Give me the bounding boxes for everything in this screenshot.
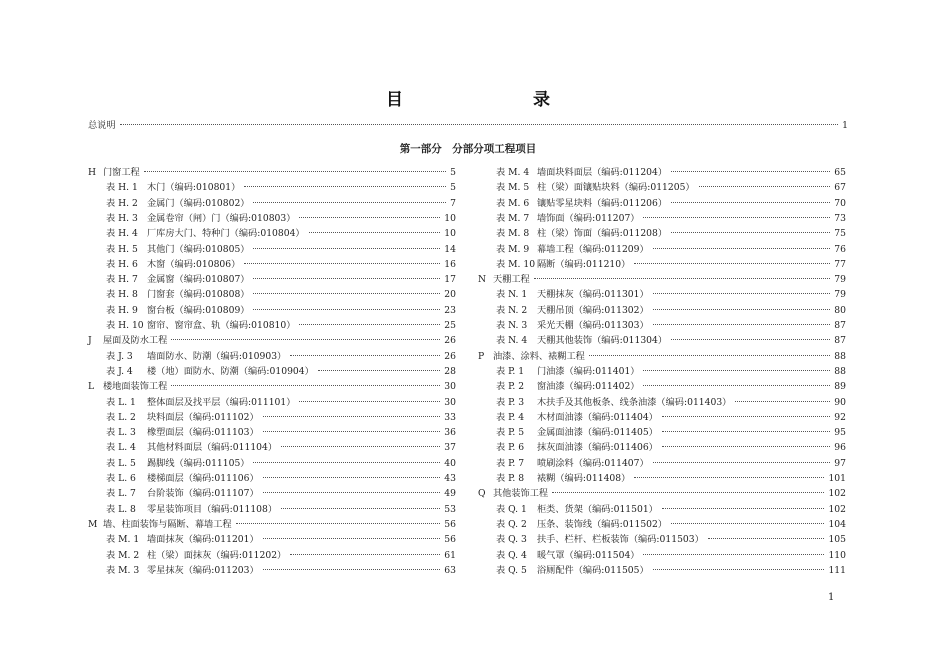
toc-entry-row[interactable]	[496, 196, 846, 211]
toc-code: 表 L. 7	[106, 488, 136, 500]
toc-page-number: 30	[444, 396, 456, 408]
toc-code: 表 M. 4	[496, 167, 530, 178]
toc-entry-row[interactable]	[496, 532, 846, 547]
toc-code: 表 M. 9	[496, 243, 530, 255]
dot-leader	[290, 553, 440, 555]
toc-entry-row[interactable]	[106, 548, 456, 563]
toc-entry-row[interactable]	[106, 303, 456, 318]
toc-code: 表 L. 1	[106, 396, 136, 408]
toc-section-row[interactable]	[88, 165, 456, 180]
dot-leader	[309, 231, 441, 233]
toc-code: 表 N. 1	[496, 289, 528, 301]
toc-label: 木扶手及其他板条、线条油漆（编码:011403）	[537, 396, 732, 408]
toc-label: 金属窗（编码:010807）	[147, 274, 250, 286]
dot-leader	[735, 400, 830, 402]
toc-page-number: 26	[444, 335, 456, 347]
toc-label: 金属卷帘（闸）门（编码:010803）	[147, 212, 296, 224]
dot-leader	[671, 231, 830, 233]
toc-label: 天棚抹灰（编码:011301）	[537, 289, 649, 301]
dot-leader	[643, 369, 830, 371]
dot-leader	[253, 201, 446, 203]
toc-page-number: 111	[828, 564, 846, 576]
toc-label: 柱（梁）面镶贴块料（编码:011205）	[537, 182, 695, 194]
toc-code: 表 H. 3	[106, 212, 138, 224]
toc-code: 表 H. 5	[106, 243, 138, 255]
toc-label: 其他门（编码:010805）	[147, 243, 250, 255]
toc-page-number: 92	[834, 411, 846, 423]
toc-code: 表 H. 7	[106, 274, 138, 286]
toc-entry-row[interactable]	[106, 349, 456, 364]
toc-label: 天棚工程	[493, 274, 530, 286]
toc-entry-row[interactable]	[496, 425, 846, 440]
toc-page-number: 105	[828, 534, 846, 546]
toc-code: 表 M. 1	[106, 534, 140, 546]
toc-page-number: 7	[450, 197, 456, 209]
dot-leader	[643, 384, 830, 386]
toc-entry-row[interactable]	[496, 563, 846, 578]
toc-code: 表 L. 5	[106, 457, 136, 469]
toc-page-number: 102	[828, 503, 846, 515]
dot-leader	[299, 216, 440, 218]
toc-code: 表 M. 6	[496, 197, 530, 209]
toc-entry-row[interactable]	[496, 456, 846, 471]
dot-leader	[253, 247, 440, 249]
toc-page-number: 23	[444, 304, 456, 316]
toc-page-number: 25	[444, 320, 456, 331]
toc-label: 暖气罩（编码:011504）	[537, 549, 640, 561]
toc-code: 表 L. 8	[106, 503, 136, 515]
dot-leader	[671, 170, 830, 172]
toc-label: 天棚其他装饰（编码:011304）	[537, 335, 668, 347]
toc-page-number: 101	[828, 473, 846, 484]
toc-page-number: 37	[444, 442, 456, 454]
toc-label: 金属面油漆（编码:011405）	[537, 427, 658, 439]
toc-code: 表 L. 4	[106, 442, 136, 454]
toc-code: 表 P. 2	[496, 381, 525, 393]
toc-entry-row[interactable]	[106, 226, 456, 241]
toc-label: 隔断（编码:011210）	[537, 258, 631, 270]
dot-leader	[253, 277, 440, 279]
toc-label: 压条、装饰线（编码:011502）	[537, 518, 668, 530]
toc-entry-row[interactable]	[496, 471, 846, 486]
toc-label: 柜类、货架（编码:011501）	[537, 503, 658, 515]
dot-leader	[634, 476, 824, 478]
toc-code: 表 M. 5	[496, 182, 530, 194]
toc-entry-row[interactable]	[106, 471, 456, 486]
toc-page-number: 79	[834, 274, 846, 286]
toc-entry-row[interactable]	[106, 180, 456, 195]
general-notes-label: 总说明	[88, 120, 116, 131]
toc-label: 墙面抹灰（编码:011201）	[147, 534, 259, 546]
toc-label: 窗台板（编码:010809）	[147, 304, 250, 316]
toc-entry-row[interactable]	[106, 425, 456, 440]
toc-page-number: 80	[834, 304, 846, 316]
toc-code: J	[88, 335, 92, 347]
toc-entry-row[interactable]	[106, 257, 456, 272]
toc-code: P	[478, 350, 485, 362]
dot-leader	[299, 400, 440, 402]
toc-code: 表 M. 7	[496, 212, 530, 224]
toc-page-number: 56	[444, 518, 456, 530]
toc-page-number: 77	[834, 258, 846, 270]
dot-leader	[662, 430, 830, 432]
toc-entry-row[interactable]	[496, 379, 846, 394]
toc-page-number: 36	[444, 427, 456, 439]
toc-code: 表 P. 4	[496, 411, 525, 423]
toc-page-number: 5	[450, 167, 456, 178]
dot-leader	[263, 430, 441, 432]
toc-page-number: 65	[834, 167, 846, 178]
toc-label: 楼梯面层（编码:011106）	[147, 473, 259, 484]
dot-leader	[643, 216, 830, 218]
toc-code: 表 Q. 1	[496, 503, 527, 515]
toc-entry-row[interactable]	[106, 395, 456, 410]
toc-entry-row[interactable]	[106, 364, 456, 379]
dot-leader	[708, 537, 825, 539]
toc-code: 表 N. 4	[496, 335, 528, 347]
toc-page-number: 33	[444, 411, 456, 423]
toc-label: 木材面油漆（编码:011404）	[537, 411, 658, 423]
toc-page-number: 110	[828, 549, 846, 561]
toc-code: 表 N. 2	[496, 304, 528, 316]
toc-page-number: 30	[444, 381, 456, 393]
toc-page-number: 96	[834, 442, 846, 454]
dot-leader	[552, 491, 824, 493]
dot-leader	[662, 415, 830, 417]
part-heading: 第一部分 分部分项工程项目	[399, 143, 537, 155]
general-notes-page: 1	[842, 120, 848, 131]
toc-label: 墙面块料面层（编码:011204）	[537, 167, 668, 178]
toc-code: 表 P. 8	[496, 473, 525, 484]
toc-page-number: 90	[834, 396, 846, 408]
toc-label: 门窗工程	[103, 167, 140, 178]
page-title: 目 录	[386, 90, 612, 110]
toc-page-number: 10	[444, 212, 456, 224]
toc-label: 镶贴零星块料（编码:011206）	[537, 197, 668, 209]
toc-label: 柱（梁）饰面（编码:011208）	[537, 228, 668, 240]
toc-code: 表 N. 3	[496, 320, 528, 331]
toc-code: H	[88, 167, 97, 178]
toc-entry-row[interactable]	[106, 532, 456, 547]
toc-entry-row[interactable]	[496, 303, 846, 318]
toc-label: 墙、柱面装饰与隔断、幕墙工程	[103, 518, 232, 530]
dot-leader	[244, 185, 446, 187]
dot-leader	[263, 415, 441, 417]
toc-code: 表 M. 2	[106, 549, 140, 561]
toc-code: 表 J. 4	[106, 365, 133, 377]
toc-entry-row[interactable]	[106, 410, 456, 425]
toc-code: Q	[478, 488, 486, 500]
dot-leader	[299, 323, 440, 325]
toc-code: 表 Q. 2	[496, 518, 527, 530]
toc-label: 零星抹灰（编码:011203）	[147, 564, 259, 576]
dot-leader	[236, 522, 441, 524]
toc-label: 门窗套（编码:010808）	[147, 289, 250, 301]
toc-code: 表 H. 6	[106, 258, 138, 270]
dot-leader	[662, 445, 830, 447]
toc-page-number: 63	[444, 564, 456, 576]
toc-code: 表 H. 9	[106, 304, 138, 316]
toc-page-number: 53	[444, 503, 456, 515]
toc-page-number: 76	[834, 243, 846, 255]
toc-code: 表 M. 10	[496, 258, 536, 270]
toc-entry-row[interactable]	[106, 196, 456, 211]
toc-page-number: 87	[834, 320, 846, 331]
toc-page-number: 88	[834, 365, 846, 377]
dot-leader	[253, 308, 440, 310]
toc-page-number: 75	[834, 228, 846, 240]
dot-leader	[662, 507, 825, 509]
toc-section-row[interactable]	[88, 333, 456, 348]
dot-leader	[653, 308, 831, 310]
toc-label: 整体面层及找平层（编码:011101）	[147, 396, 296, 408]
dot-leader	[244, 262, 440, 264]
toc-entry-row[interactable]	[496, 333, 846, 348]
toc-code: 表 H. 8	[106, 289, 138, 301]
toc-page-number: 26	[444, 350, 456, 362]
dot-leader	[671, 522, 824, 524]
toc-entry-row[interactable]	[496, 440, 846, 455]
dot-leader	[653, 292, 831, 294]
dot-leader	[281, 507, 440, 509]
toc-entry-row[interactable]	[106, 287, 456, 302]
toc-code: 表 P. 5	[496, 427, 525, 439]
toc-code: 表 M. 8	[496, 228, 530, 240]
toc-label: 柱（梁）面抹灰（编码:011202）	[147, 549, 287, 561]
toc-label: 幕墙工程（编码:011209）	[537, 243, 649, 255]
toc-page-number: 49	[444, 488, 456, 500]
general-notes-row[interactable]	[88, 118, 848, 133]
toc-entry-row[interactable]	[106, 318, 456, 333]
toc-entry-row[interactable]	[496, 517, 846, 532]
toc-label: 扶手、栏杆、栏板装饰（编码:011503）	[537, 534, 704, 546]
toc-label: 金属门（编码:010802）	[147, 197, 250, 209]
toc-code: 表 Q. 3	[496, 534, 527, 546]
dot-leader	[253, 292, 440, 294]
dot-leader	[699, 185, 831, 187]
toc-entry-row[interactable]	[106, 211, 456, 226]
toc-page-number: 104	[828, 518, 846, 530]
toc-page-number: 43	[444, 473, 456, 484]
toc-label: 木门（编码:010801）	[147, 182, 241, 194]
toc-page-number: 67	[834, 182, 846, 194]
toc-label: 橡塑面层（编码:011103）	[147, 427, 259, 439]
toc-page-number: 70	[834, 197, 846, 209]
toc-label: 油漆、涂料、裱糊工程	[493, 350, 585, 362]
toc-entry-row[interactable]	[496, 395, 846, 410]
dot-leader	[263, 537, 441, 539]
dot-leader	[671, 201, 830, 203]
dot-leader	[589, 354, 830, 356]
dot-leader	[534, 277, 831, 279]
toc-code: 表 H. 4	[106, 228, 138, 240]
toc-entry-row[interactable]	[106, 242, 456, 257]
toc-entry-row[interactable]	[106, 440, 456, 455]
toc-section-row[interactable]	[88, 517, 456, 532]
toc-code: 表 Q. 5	[496, 564, 527, 576]
toc-code: 表 Q. 4	[496, 549, 527, 561]
toc-label: 块料面层（编码:011102）	[147, 411, 259, 423]
toc-entry-row[interactable]	[496, 180, 846, 195]
toc-entry-row[interactable]	[496, 502, 846, 517]
toc-entry-row[interactable]	[496, 165, 846, 180]
toc-label: 零星装饰项目（编码:011108）	[147, 503, 278, 515]
dot-leader	[653, 461, 831, 463]
toc-label: 喷刷涂料（编码:011407）	[537, 457, 649, 469]
toc-page-number: 40	[444, 457, 456, 469]
toc-page-number: 97	[834, 457, 846, 469]
toc-entry-row[interactable]	[496, 257, 846, 272]
toc-code: 表 P. 6	[496, 442, 525, 454]
page-number: 1	[828, 592, 835, 603]
toc-entry-row[interactable]	[496, 287, 846, 302]
dot-leader	[171, 338, 440, 340]
toc-section-row[interactable]	[88, 379, 456, 394]
toc-label: 楼地面装饰工程	[103, 381, 168, 393]
toc-section-row[interactable]	[478, 486, 846, 501]
toc-page-number: 61	[444, 549, 456, 561]
toc-label: 门油漆（编码:011401）	[537, 365, 640, 377]
dot-leader	[144, 170, 446, 172]
toc-entry-row[interactable]	[496, 364, 846, 379]
toc-page-number: 28	[444, 365, 456, 377]
toc-label: 天棚吊顶（编码:011302）	[537, 304, 649, 316]
toc-code: N	[478, 274, 487, 286]
toc-page-number: 79	[834, 289, 846, 301]
toc-entry-row[interactable]	[106, 456, 456, 471]
toc-page-number: 95	[834, 427, 846, 439]
toc-label: 楼（地）面防水、防潮（编码:010904）	[147, 365, 314, 377]
dot-leader	[263, 568, 441, 570]
dot-leader	[171, 384, 440, 386]
toc-code: 表 P. 7	[496, 457, 525, 469]
toc-label: 木窗（编码:010806）	[147, 258, 241, 270]
dot-leader	[653, 247, 831, 249]
toc-entry-row[interactable]	[496, 211, 846, 226]
dot-leader	[634, 262, 830, 264]
toc-code: 表 P. 1	[496, 365, 525, 377]
toc-code: 表 L. 6	[106, 473, 136, 484]
toc-code: 表 H. 1	[106, 182, 138, 194]
dot-leader	[263, 491, 441, 493]
toc-code: 表 L. 3	[106, 427, 136, 439]
toc-section-row[interactable]	[478, 272, 846, 287]
toc-entry-row[interactable]	[496, 226, 846, 241]
dot-leader	[653, 323, 831, 325]
toc-page-number: 20	[444, 289, 456, 301]
toc-page-number: 102	[828, 488, 846, 500]
toc-code: L	[88, 381, 95, 393]
toc-code: 表 H. 2	[106, 197, 138, 209]
toc-page-number: 17	[444, 274, 456, 286]
toc-code: 表 M. 3	[106, 564, 140, 576]
toc-entry-row[interactable]	[496, 242, 846, 257]
dot-leader	[253, 461, 440, 463]
toc-label: 裱糊（编码:011408）	[537, 473, 631, 484]
toc-page-number: 87	[834, 335, 846, 347]
toc-label: 厂库房大门、特种门（编码:010804）	[147, 228, 305, 240]
toc-label: 台阶装饰（编码:011107）	[147, 488, 259, 500]
toc-page-number: 10	[444, 228, 456, 240]
toc-entry-row[interactable]	[106, 563, 456, 578]
toc-label: 抹灰面油漆（编码:011406）	[537, 442, 658, 454]
toc-label: 墙饰面（编码:011207）	[537, 212, 640, 224]
dot-leader	[281, 445, 440, 447]
toc-page-number: 56	[444, 534, 456, 546]
toc-label: 踢脚线（编码:011105）	[147, 457, 250, 469]
toc-page-number: 5	[450, 182, 456, 194]
toc-code: M	[88, 518, 98, 530]
dot-leader	[263, 476, 441, 478]
dot-leader	[318, 369, 441, 371]
toc-entry-row[interactable]	[496, 410, 846, 425]
toc-label: 其他装饰工程	[493, 488, 549, 500]
toc-page-number: 14	[444, 243, 456, 255]
toc-page-number: 16	[444, 258, 456, 270]
dot-leader	[290, 354, 440, 356]
toc-page-number: 89	[834, 381, 846, 393]
toc-code: 表 P. 3	[496, 396, 525, 408]
dot-leader	[653, 568, 825, 570]
toc-page-number: 73	[834, 212, 846, 224]
toc-label: 窗油漆（编码:011402）	[537, 381, 640, 393]
toc-code: 表 L. 2	[106, 411, 136, 423]
dot-leader	[643, 553, 824, 555]
toc-label: 屋面及防水工程	[103, 335, 168, 347]
toc-code: 表 J. 3	[106, 350, 133, 362]
toc-label: 墙面防水、防潮（编码:010903）	[147, 350, 287, 362]
toc-entry-row[interactable]	[106, 502, 456, 517]
dot-leader	[671, 338, 830, 340]
toc-label: 采光天棚（编码:011303）	[537, 320, 649, 331]
toc-label: 浴厕配件（编码:011505）	[537, 564, 649, 576]
toc-entry-row[interactable]	[106, 272, 456, 287]
dot-leader	[120, 123, 839, 125]
toc-label: 其他材料面层（编码:011104）	[147, 442, 278, 454]
toc-entry-row[interactable]	[106, 486, 456, 501]
toc-section-row[interactable]	[478, 349, 846, 364]
toc-entry-row[interactable]	[496, 318, 846, 333]
toc-label: 窗帘、窗帘盒、轨（编码:010810）	[147, 320, 296, 331]
toc-page-number: 88	[834, 350, 846, 362]
toc-entry-row[interactable]	[496, 548, 846, 563]
toc-code: 表 H. 10	[106, 320, 144, 331]
